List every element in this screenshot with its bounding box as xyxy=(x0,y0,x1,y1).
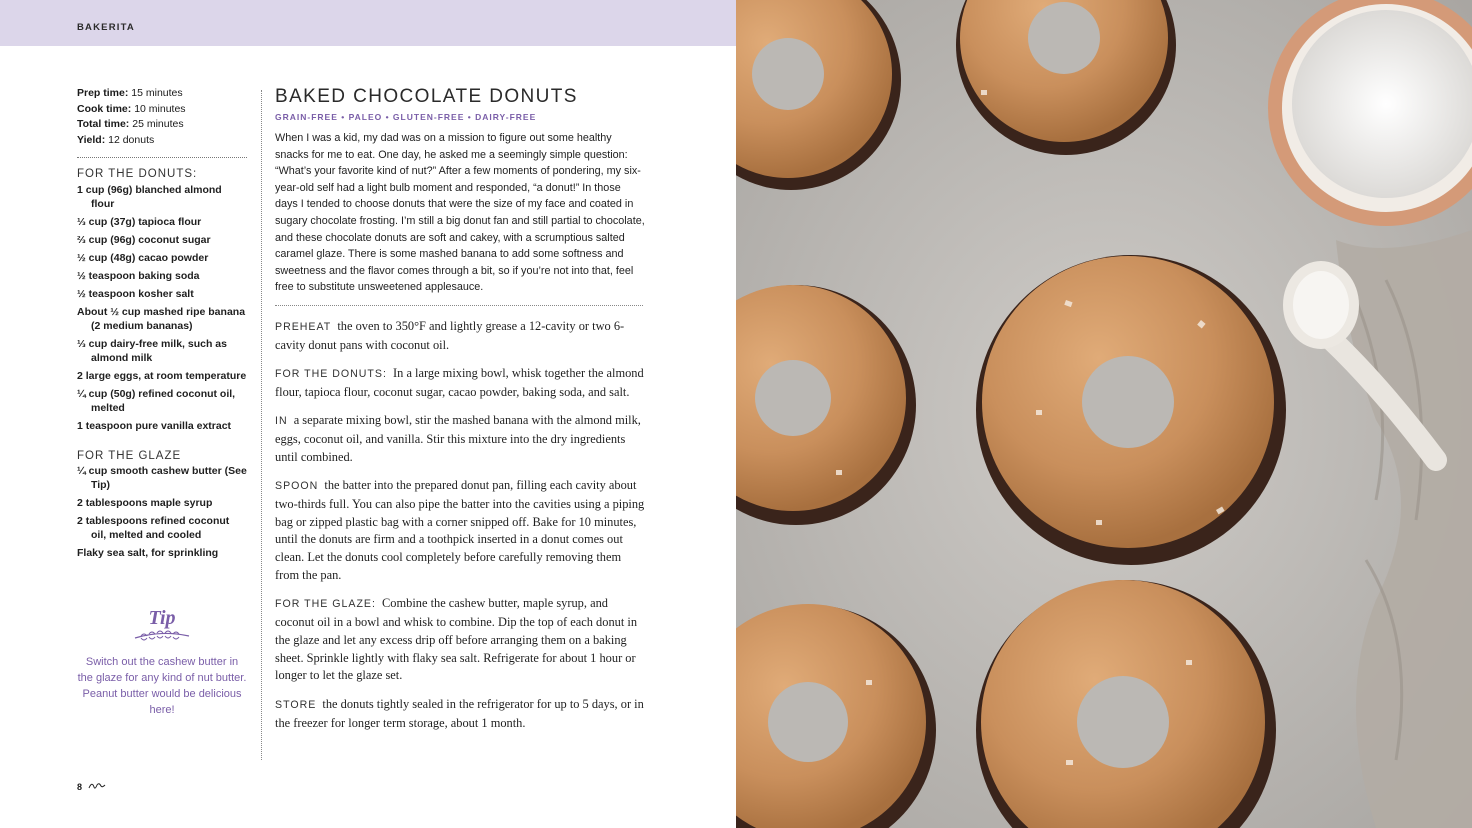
step-preheat: PREHEAT the oven to 350°F and lightly grease a 12-cavity or two 6-cavity donut pans with coconut oil. xyxy=(275,318,625,352)
diet-tags: GRAIN-FREE • PALEO • GLUTEN-FREE • DAIRY-FREE xyxy=(275,112,537,122)
brand-name: BAKERITA xyxy=(77,22,135,33)
ingredient: ¼ cup smooth cashew butter (See Tip) xyxy=(77,465,247,491)
column-divider xyxy=(261,90,262,760)
ingredient: 1 teaspoon pure vanilla extract xyxy=(77,419,232,432)
step-donuts: FOR THE DONUTS: In a large mixing bowl, whisk together the almond flour, tapioca flour, coconut sugar, cacao powder, baking soda, and salt. xyxy=(275,366,644,399)
step-glaze: FOR THE GLAZE: Combine the cashew butter, maple syrup, and coconut oil in a bowl and whisk to combine. Dip the top of each donut in the glaze and let any excess drip off before arranging them on a baking sheet. Sprinkle lightly with flaky sea salt. Refrigerate for about 1 hour or longer to let the glaze set. xyxy=(275,596,638,683)
cook-time: Cook time: 10 minutes xyxy=(77,102,186,115)
step-store: STORE the donuts tightly sealed in the refrigerator for up to 5 days, or in the freezer for longer term storage, about 1 month. xyxy=(275,696,644,730)
ingredient: 2 tablespoons refined coconut oil, melted and cooled xyxy=(77,515,230,541)
recipe-main xyxy=(275,86,645,743)
page-number: 8 xyxy=(77,782,83,792)
tip-label: Tip xyxy=(148,607,176,629)
recipe-intro: When I was a kid, my dad was on a mission to figure out some healthy snacks for me to eat. One day, he asked me a seemingly simple question: “What’s your favorite kind of nut?” After a few moments of pondering, my six-year-old self had a light bulb moment and responded, “a donut!” In those days I tended to choose donuts that were the size of my face and coated in sugary chocolate frosting. I’m still a big donut fan and still partial to chocolate, and these chocolate donuts are soft and cakey, with a scrumptious salted caramel glaze. There is some mashed banana to add some softness and sweetness and the flavor comes through a bit, so if you’re not into that, feel free to substitute unsweetened applesauce. xyxy=(275,132,645,294)
donuts-ingredients-heading: FOR THE DONUTS: xyxy=(77,168,198,180)
ingredient: 2 tablespoons maple syrup xyxy=(77,497,213,509)
intro-divider xyxy=(275,305,643,306)
ingredients-sidebar xyxy=(77,86,247,560)
yield: Yield: 12 donuts xyxy=(77,133,155,146)
donuts-photo-illustration xyxy=(736,0,1472,828)
step-lead: SPOON xyxy=(275,480,319,493)
total-time: Total time: 25 minutes xyxy=(77,118,184,130)
tip-logo-icon xyxy=(127,602,197,648)
signature-logo-icon xyxy=(88,780,106,792)
tip-box xyxy=(77,602,247,718)
step-lead: FOR THE DONUTS: xyxy=(275,368,387,381)
ingredient: ⅓ cup (37g) tapioca flour xyxy=(77,215,202,228)
step-lead: STORE xyxy=(275,698,317,711)
tip-text: Switch out the cashew butter in the glaze for any kind of nut butter. Peanut butter would be delicious here! xyxy=(77,656,247,716)
step-mix-wet: IN a separate mixing bowl, stir the mashed banana with the almond milk, eggs, coconut oil, and vanilla. Stir this mixture into the dry ingredients until combined. xyxy=(275,413,641,464)
step-spoon: SPOON the batter into the prepared donut pan, filling each cavity about two-thirds full. You can also pipe the batter into the cavities using a piping bag or zipped plastic bag with a corner snipped off. Bake for 10 minutes, until the donuts are firm and a toothpick inserted in a donut comes out clean. Let the donuts cool completely before carefully removing them from the pan. xyxy=(275,478,645,582)
step-lead: PREHEAT xyxy=(275,320,332,333)
ingredient: 1 cup (96g) blanched almond flour xyxy=(77,183,222,210)
ingredient: 2 large eggs, at room temperature xyxy=(77,369,247,382)
ingredient: ⅓ cup dairy-free milk, such as almond milk xyxy=(77,337,227,364)
glaze-ingredients-heading: FOR THE GLAZE xyxy=(77,449,182,462)
prep-time: Prep time: 15 minutes xyxy=(77,87,183,99)
ingredient: ½ cup (48g) cacao powder xyxy=(77,251,209,264)
donuts-photo xyxy=(736,0,1472,828)
step-lead: FOR THE GLAZE: xyxy=(275,598,376,611)
ingredient: ¼ cup (50g) refined coconut oil, melted xyxy=(77,387,236,414)
recipe-title: BAKED CHOCOLATE DONUTS xyxy=(275,86,578,107)
ingredient: ⅔ cup (96g) coconut sugar xyxy=(77,233,211,246)
ingredient: ½ teaspoon baking soda xyxy=(77,269,200,282)
sidebar-divider xyxy=(77,157,247,158)
ingredient: ½ teaspoon kosher salt xyxy=(77,287,194,300)
ingredient: About ½ cup mashed ripe banana (2 medium bananas) xyxy=(77,305,246,332)
ingredient: Flaky sea salt, for sprinkling xyxy=(77,547,219,559)
step-lead: IN xyxy=(275,415,288,428)
